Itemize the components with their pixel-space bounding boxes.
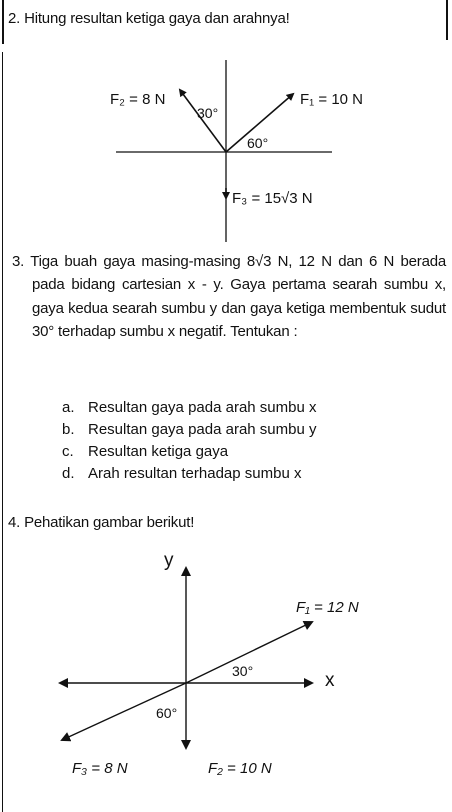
q2-f3-label: F₃ = 15√3 N [232, 190, 313, 207]
q4-angle-60: 60° [156, 705, 178, 721]
option-a: a. Resultan gaya pada arah sumbu x [62, 399, 317, 416]
question-2-title: 2. Hitung resultan ketiga gaya dan arahnya! [8, 10, 290, 27]
option-c: c. Resultan ketiga gaya [62, 443, 229, 460]
option-d: d. Arah resultan terhadap sumbu x [62, 465, 302, 482]
q4-y-label: y [164, 550, 174, 571]
question-3-body: 3. Tiga buah gaya masing-masing 8√3 N, 12 N dan 6 N berada pada bidang cartesian x - y. Gaya pertama searah sumbu x, gaya kedua searah sumbu y dan gaya ketiga membentuk sudut 30° terhadap sumbu x negatif. Tentukan : [12, 253, 446, 340]
q4-f3-label: F₃ = 8 N [72, 760, 128, 777]
q4-f1-label: F₁ = 12 N [296, 599, 359, 616]
q2-f1-label: F₁ = 10 N [300, 91, 364, 108]
q2-f2-label: F₂ = 8 N [110, 91, 166, 108]
option-b: b. Resultan gaya pada arah sumbu y [62, 421, 317, 438]
q4-angle-30: 30° [232, 663, 254, 679]
q4-x-label: x [325, 670, 335, 691]
q4-f2-label: F₂ = 10 N [208, 760, 272, 777]
q2-angle-60: 60° [247, 135, 269, 151]
q2-angle-30: 30° [197, 105, 219, 121]
question-4-title: 4. Pehatikan gambar berikut! [8, 514, 195, 531]
